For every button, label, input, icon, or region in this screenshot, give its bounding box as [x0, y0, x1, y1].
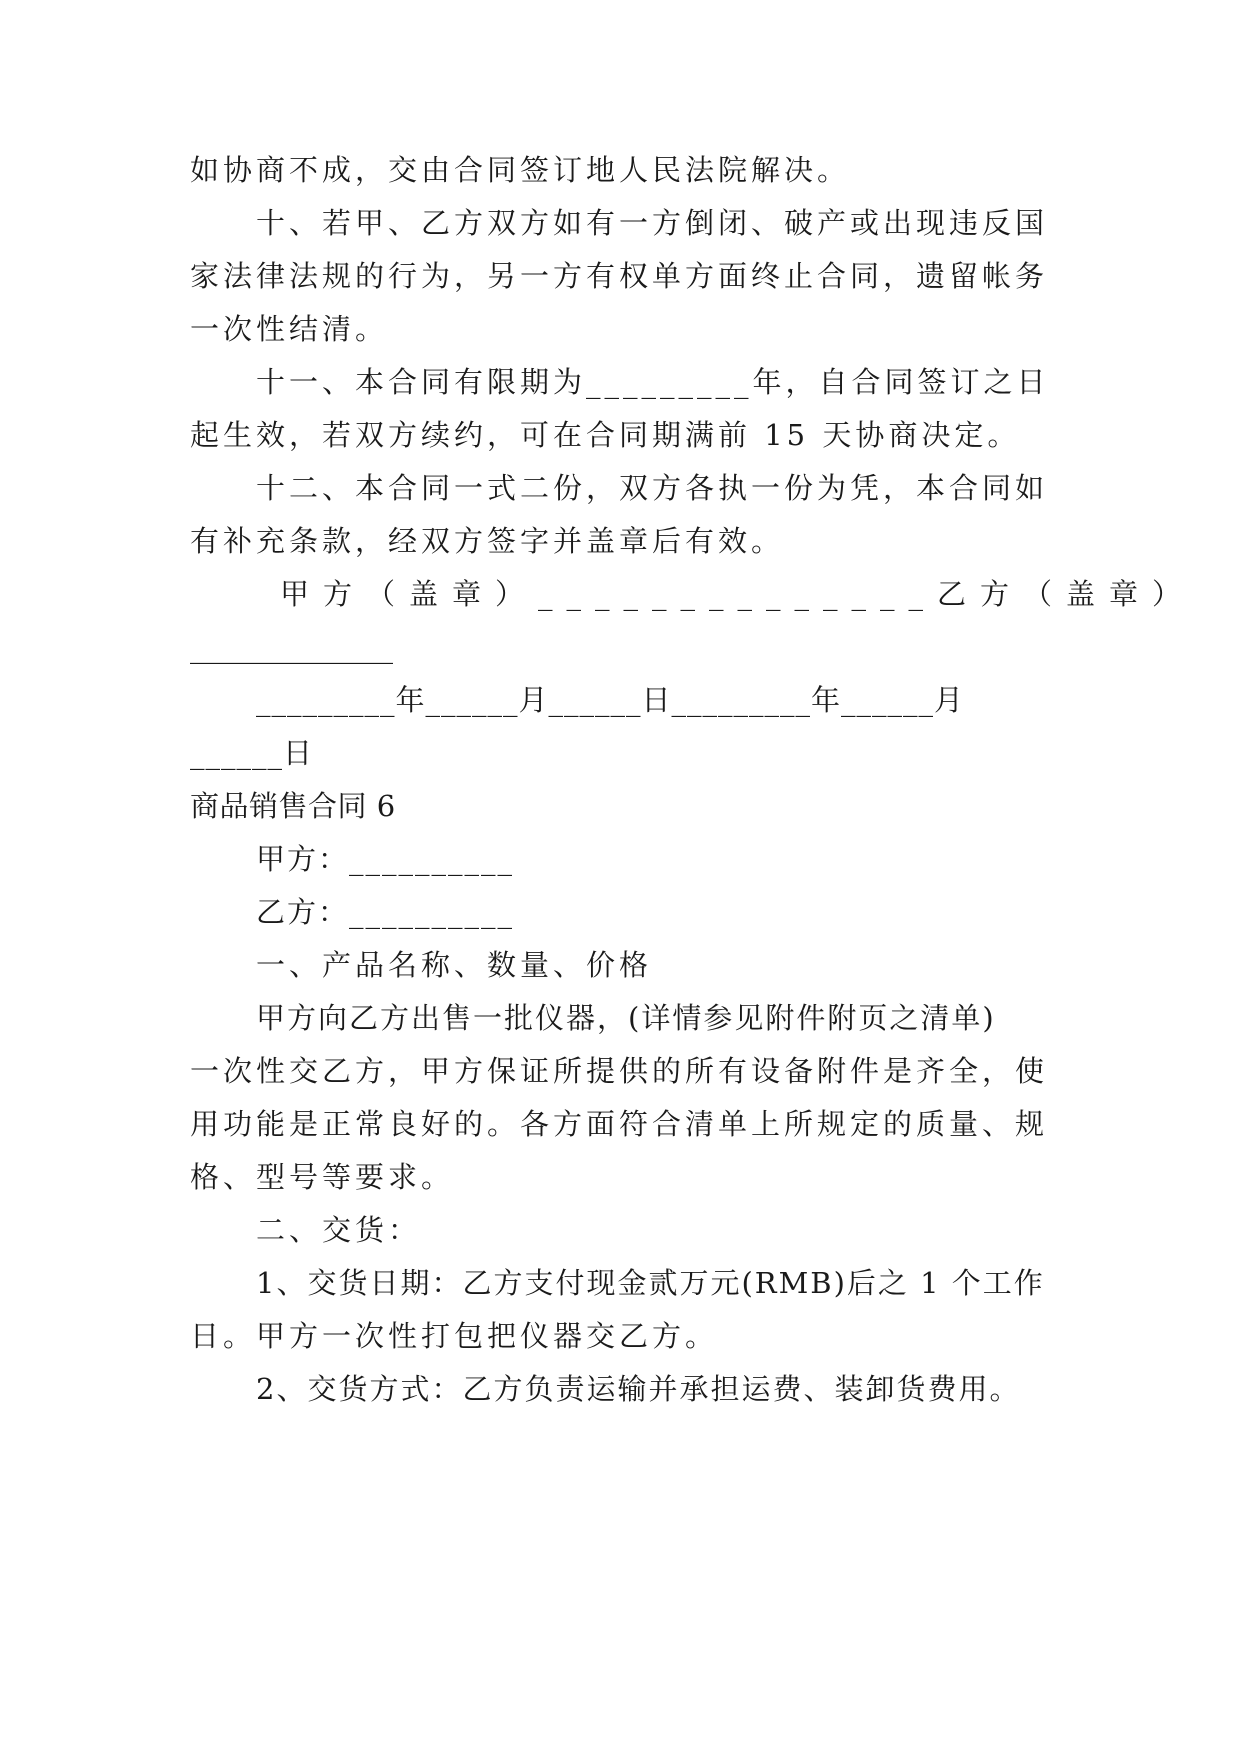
party-b-line: 乙方：__________ [256, 895, 515, 929]
text-line: 格、型号等要求。 [190, 1160, 455, 1194]
text-line: 十、若甲、乙方双方如有一方倒闭、破产或出现违反国 [256, 206, 1049, 240]
text-line: 一次性交乙方，甲方保证所提供的所有设备附件是齐全，使 [190, 1054, 1049, 1088]
text-line: 甲方向乙方出售一批仪器，(详情参见附件附页之清单) [256, 1001, 996, 1035]
text-line: 2、交货方式：乙方负责运输并承担运费、装卸货费用。 [256, 1372, 1021, 1406]
text-line: 十一、本合同有限期为_________年，自合同签订之日 [256, 365, 1050, 399]
date-line-end: ______日 [190, 736, 314, 770]
signature-blank: ______________ [190, 630, 393, 664]
text-line: 如协商不成，交由合同签订地人民法院解决。 [190, 153, 851, 187]
clause-heading: 一、产品名称、数量、价格 [256, 948, 653, 982]
text-line: 日。甲方一次性打包把仪器交乙方。 [190, 1319, 719, 1353]
party-a-line: 甲方：__________ [256, 842, 515, 876]
date-line: _________年______月______日_________年______月 [256, 683, 965, 717]
text-line: 1、交货日期：乙方支付现金贰万元(RMB)后之 1 个工作 [256, 1266, 1045, 1300]
text-line: 十二、本合同一式二份，双方各执一份为凭，本合同如 [256, 471, 1049, 505]
signature-line: 甲方（盖章）______________乙方（盖章） [280, 577, 1196, 611]
section-title: 商品销售合同 6 [190, 789, 396, 823]
clause-heading: 二、交货： [256, 1213, 422, 1247]
text-line: 用功能是正常良好的。各方面符合清单上所规定的质量、规 [190, 1107, 1049, 1141]
text-line: 一次性结清。 [190, 312, 389, 346]
text-line: 家法律法规的行为，另一方有权单方面终止合同，遗留帐务 [190, 259, 1049, 293]
text-line: 有补充条款，经双方签字并盖章后有效。 [190, 524, 785, 558]
text-line: 起生效，若双方续约，可在合同期满前 15 天协商决定。 [190, 418, 1021, 452]
